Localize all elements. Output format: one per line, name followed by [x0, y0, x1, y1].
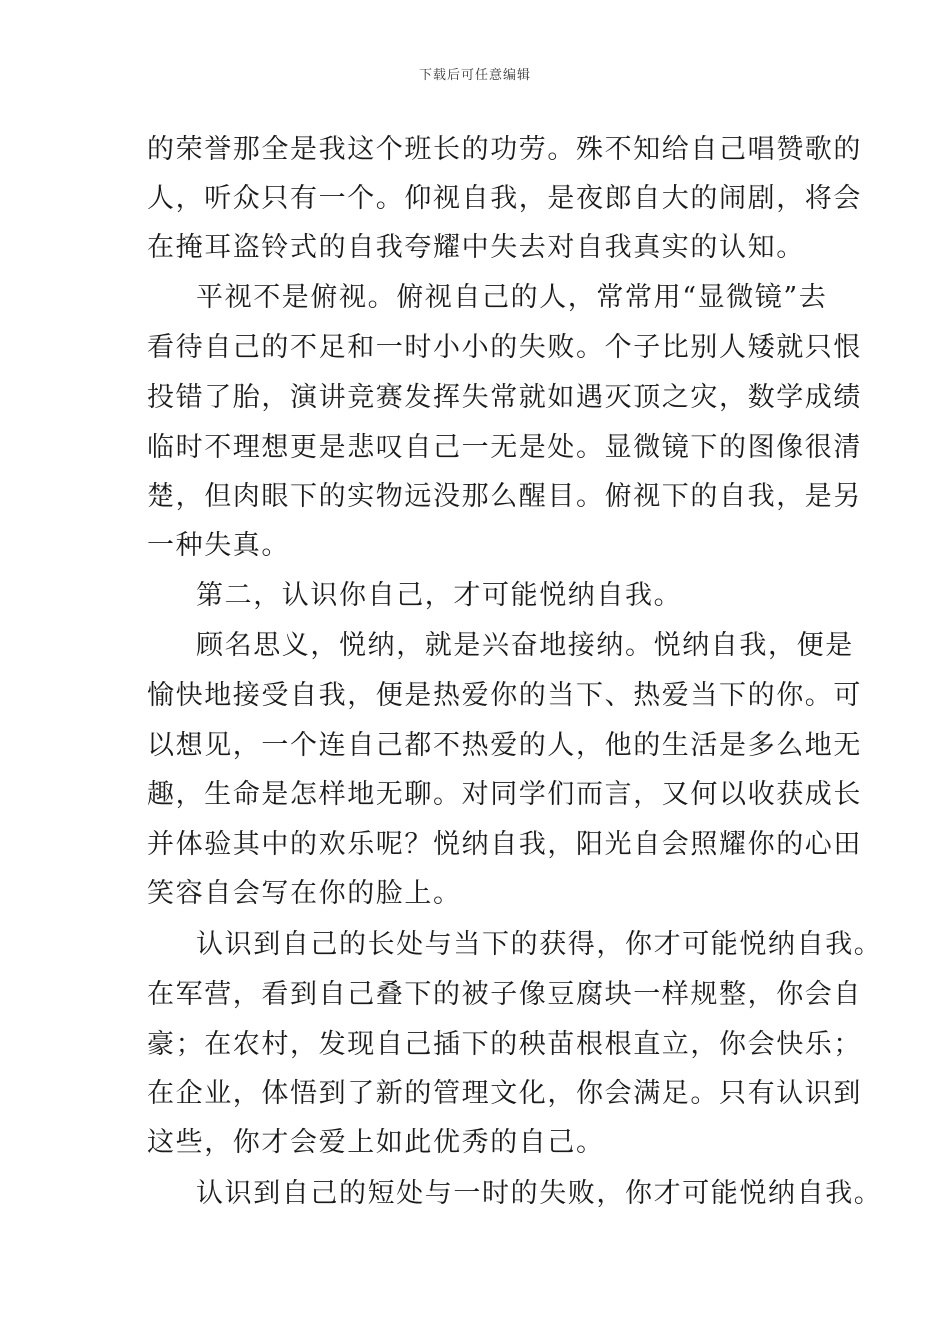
- text-line: 看待自己的不足和一时小小的失败。个子比别人矮就只恨: [147, 332, 862, 363]
- text-line: 人，听众只有一个。仰视自我，是夜郎自大的闹剧，将会: [147, 183, 862, 214]
- text-line: 第二，认识你自己，才可能悦纳自我。: [196, 580, 683, 611]
- text-line: 在军营，看到自己叠下的被子像豆腐块一样规整，你会自: [147, 979, 862, 1010]
- text-line: 这些，你才会爱上如此优秀的自己。: [147, 1127, 605, 1158]
- text-line: 顾名思义，悦纳，就是兴奋地接纳。悦纳自我，便是: [196, 630, 854, 661]
- text-line: 在掩耳盗铃式的自我夸耀中失去对自我真实的认知。: [147, 232, 805, 263]
- text-line: 认识到自己的短处与一时的失败，你才可能悦纳自我。: [196, 1178, 883, 1209]
- text-line: 平视不是俯视。俯视自己的人，常常用“显微镜”去: [196, 282, 828, 313]
- text-line: 并体验其中的欢乐呢？悦纳自我，阳光自会照耀你的心田: [147, 829, 862, 860]
- text-line: 趣，生命是怎样地无聊。对同学们而言，又何以收获成长: [147, 779, 862, 810]
- text-line: 一种失真。: [147, 530, 290, 561]
- text-line: 的荣誉那全是我这个班长的功劳。殊不知给自己唱赞歌的: [147, 134, 862, 165]
- text-line: 以想见，一个连自己都不热爱的人，他的生活是多么地无: [147, 730, 862, 761]
- text-line: 在企业，体悟到了新的管理文化，你会满足。只有认识到: [147, 1078, 862, 1109]
- text-line: 豪；在农村，发现自己插下的秧苗根根直立，你会快乐；: [147, 1029, 862, 1060]
- text-line: 愉快地接受自我，便是热爱你的当下、热爱当下的你。可: [147, 680, 862, 711]
- text-line: 楚，但肉眼下的实物远没那么醒目。俯视下的自我，是另: [147, 481, 862, 512]
- text-line: 认识到自己的长处与当下的获得，你才可能悦纳自我。: [196, 929, 883, 960]
- text-line: 投错了胎，演讲竞赛发挥失常就如遇灭顶之灾，数学成绩: [147, 382, 862, 413]
- text-line: 临时不理想更是悲叹自己一无是处。显微镜下的图像很清: [147, 432, 862, 463]
- text-line: 笑容自会写在你的脸上。: [147, 878, 462, 909]
- page-header: 下载后可任意编辑: [418, 68, 531, 83]
